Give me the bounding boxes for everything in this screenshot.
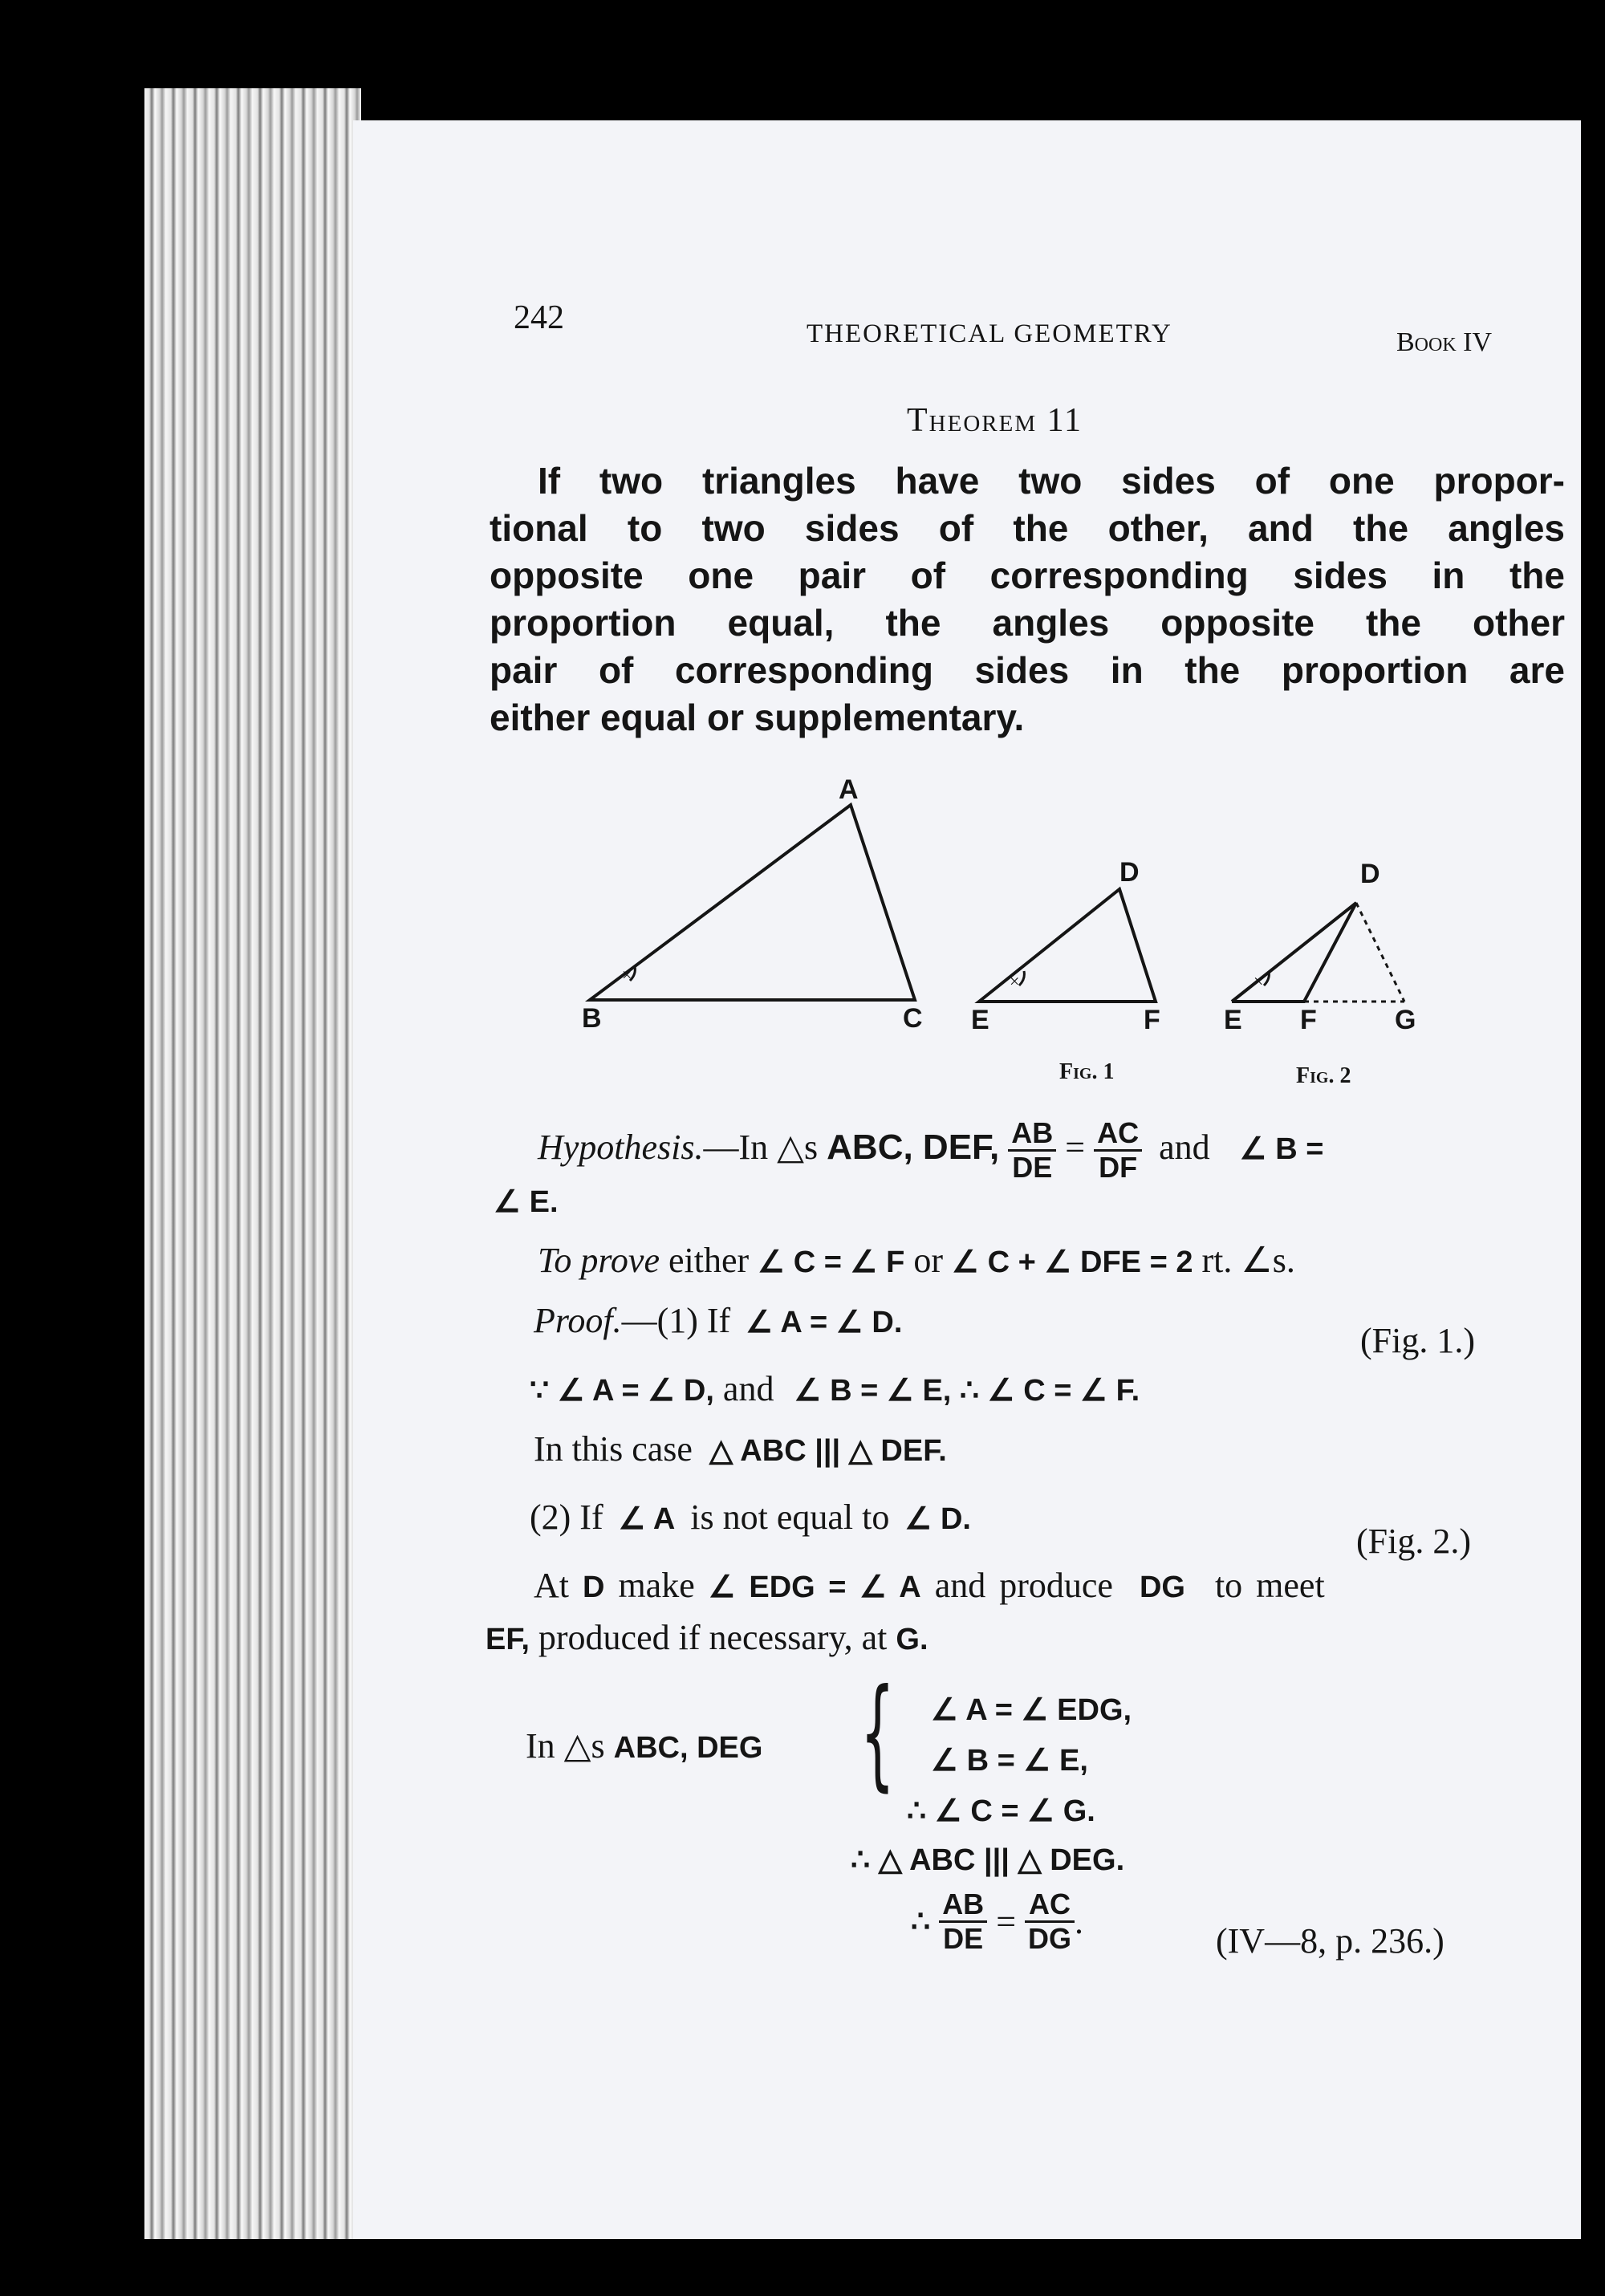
theorem-line: proportion equal, the angles opposite the other [490,602,1565,644]
book-page [353,120,1581,2239]
proof-line5-b: D [583,1571,605,1604]
proof-case1-expr: ∠ A = ∠ D. [746,1306,903,1339]
hypothesis-intro: —In △s [703,1128,819,1167]
proof-line-6 [486,1617,928,1658]
label-e-fig2: E [1224,1005,1242,1035]
proof-line3-b: △ ABC ||| △ DEF. [709,1434,947,1468]
equals-sign: = [996,1902,1017,1941]
proof-line5-d: ∠ EDG = ∠ A [708,1571,921,1604]
label-d-fig2: D [1360,859,1380,889]
proof-line5-c: make [618,1566,695,1605]
fraction-ac-dg-final [1025,1890,1075,1953]
brace-line: ∴ ∠ C = ∠ G. [907,1794,1095,1828]
hypothesis-and: and [1159,1128,1210,1167]
theorem-line: tional to two sides of the other, and the angles [490,507,1565,549]
proof-line-3 [534,1428,947,1469]
fraction-denominator: DE [943,1922,984,1955]
running-title: THEORETICAL GEOMETRY [807,319,1172,348]
to-prove-either: either [659,1241,750,1280]
label-c: C [903,1003,923,1034]
proof-line-2 [530,1368,1140,1409]
brace-line: ∠ A = ∠ EDG, [931,1693,1132,1727]
final-reference: (IV—8, p. 236.) [1216,1921,1444,1961]
line-dg-dotted [1356,903,1404,1002]
triangle-def-fig1 [979,889,1156,1002]
fig1-reference: (Fig. 1.) [1360,1321,1475,1360]
label-b: B [582,1003,602,1034]
proof-line6-c: G. [896,1623,928,1656]
label-f-fig2: F [1300,1005,1317,1035]
equals-sign: = [1065,1128,1086,1167]
theorem-title: Theorem 11 [907,402,1083,439]
proof-line5-g: to meet [1214,1566,1325,1605]
fraction-numerator: AC [1094,1119,1142,1152]
proof-line6-b: produced if necessary, at [538,1618,888,1657]
therefore-symbol: ∴ [911,1905,931,1939]
to-prove-label: To prove [538,1241,660,1280]
fraction-denominator: DF [1099,1151,1138,1185]
fraction-denominator: DE [1012,1151,1053,1185]
fig2-reference: (Fig. 2.) [1356,1522,1471,1561]
book-label: Book IV [1396,327,1493,357]
book-page-edges [144,88,361,2239]
x-mark-b: × [622,965,632,985]
to-prove-line [538,1240,1295,1281]
theorem-line: either equal or supplementary. [490,697,1025,738]
brace-intro-triangles: ABC, DEG [613,1731,763,1765]
final-ratio-line [911,1890,1083,1953]
label-a: A [839,774,859,805]
fraction-ab-de-final [939,1890,987,1953]
angle-mark-e-fig1 [1019,971,1024,985]
similar-conclusion: ∴ △ ABC ||| △ DEG. [851,1843,1125,1877]
proof-case2-line [530,1497,971,1538]
to-prove-expr2: ∠ C + ∠ DFE = 2 [952,1246,1193,1279]
triangle-def-fig2 [1232,903,1356,1002]
proof-line-5 [534,1565,1325,1606]
brace-line: ∠ B = ∠ E, [931,1744,1088,1778]
hypothesis-angle-b: ∠ B = [1239,1132,1324,1166]
brace-lines [907,1685,1132,1837]
fraction-numerator: AB [1008,1119,1056,1152]
page-number: 242 [514,299,564,336]
proof-line2-c: ∠ B = ∠ E, ∴ ∠ C = ∠ F. [794,1374,1140,1408]
proof-line3-a: In this case [534,1429,693,1469]
theorem-line: If two triangles have two sides of one propor- [538,460,1565,502]
final-period: . [1075,1902,1084,1941]
caption-fig2: Fig. 2 [1296,1063,1351,1088]
x-mark-e2: × [1254,971,1264,991]
proof-line6-a: EF, [486,1623,530,1656]
brace-intro [526,1725,762,1766]
label-d-fig1: D [1119,857,1140,888]
proof-line2-b: and [722,1369,774,1408]
to-prove-or: or [904,1241,953,1280]
label-g-fig2: G [1395,1005,1416,1035]
proof-case2: (2) If [530,1497,603,1537]
x-mark-e1: × [1010,971,1020,991]
proof-line5-a: At [534,1566,569,1605]
proof-case1: —(1) If [621,1301,731,1340]
label-f-fig1: F [1144,1005,1160,1035]
proof-line5-e: and produce [934,1566,1113,1605]
left-brace: { [860,1664,895,1803]
triangle-abc [590,805,915,1000]
fraction-ab-de [1008,1116,1056,1185]
caption-fig1: Fig. 1 [1059,1059,1115,1084]
fraction-ac-df [1094,1116,1142,1185]
fraction-denominator: DG [1028,1922,1072,1955]
fraction-numerator: AC [1025,1890,1075,1923]
theorem-line: pair of corresponding sides in the proportion are [490,649,1565,691]
theorem-line: opposite one pair of corresponding sides in the [490,555,1565,596]
proof-case1-line [534,1300,902,1341]
geometry-figure [353,120,1581,1083]
hypothesis-angle-e: ∠ E. [494,1185,559,1219]
hypothesis-label: Hypothesis. [538,1128,704,1167]
proof-case2-b: is not equal to [690,1497,890,1537]
fraction-numerator: AB [939,1890,987,1923]
proof-case2-a: ∠ A [618,1502,676,1536]
label-e-fig1: E [971,1005,989,1035]
to-prove-expr1: ∠ C = ∠ F [758,1246,905,1279]
hypothesis-line [538,1115,1324,1185]
hypothesis-triangles: ABC, DEF, [827,1128,1000,1167]
proof-line5-f: DG [1139,1571,1185,1604]
proof-label: Proof. [534,1301,622,1340]
to-prove-tail: rt. ∠s. [1193,1241,1295,1280]
proof-case2-c: ∠ D. [904,1502,971,1536]
brace-intro-text: In △s [526,1726,605,1766]
proof-line2-a: ∵ ∠ A = ∠ D, [530,1374,714,1408]
